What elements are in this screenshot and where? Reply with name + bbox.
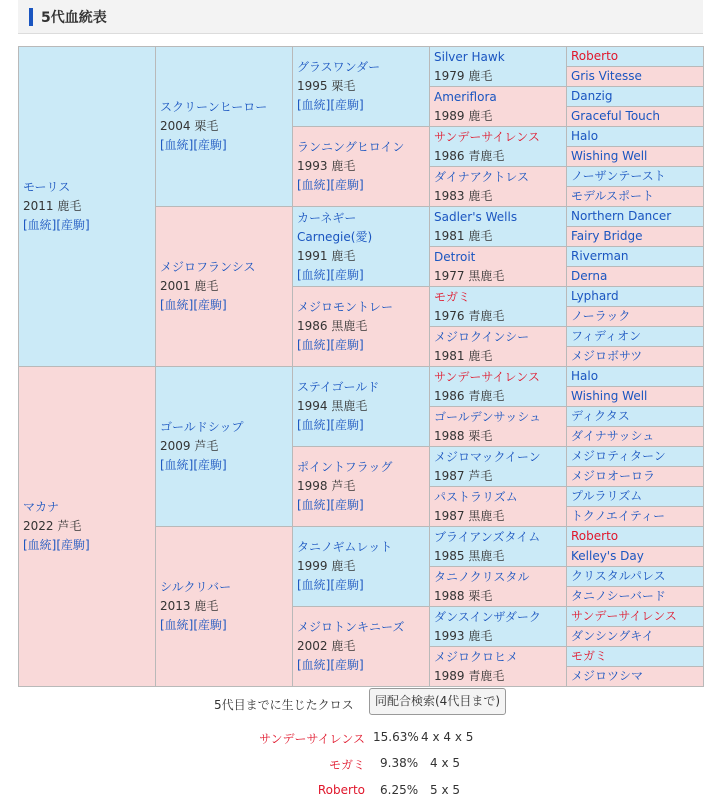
pedigree-ss: スクリーンヒーロー 2004 栗毛 [血統][産駒] — [156, 47, 293, 207]
bloodline-link[interactable]: [血統] — [297, 98, 331, 112]
pedigree-gen5 — [567, 367, 704, 387]
cross-horse-link[interactable]: Roberto — [317, 783, 365, 797]
pedigree-dssd: ゴールデンサッシュ 1988 栗毛 — [430, 407, 567, 447]
offspring-link[interactable]: [産駒] — [330, 498, 364, 512]
horse-name-link[interactable]: メジロモントレー — [297, 300, 394, 314]
horse-name-link[interactable]: ランニングヒロイン — [297, 140, 405, 154]
pedigree-gen5 — [567, 127, 704, 147]
horse-name-link[interactable]: Riverman — [571, 249, 629, 263]
horse-name-link[interactable]: メジロクインシー — [434, 329, 530, 344]
horse-name-link[interactable]: ブライアンズタイム — [434, 529, 541, 544]
horse-name-link[interactable]: Sadler's Wells — [434, 209, 518, 224]
offspring-link[interactable]: [産駒] — [193, 138, 227, 152]
offspring-link[interactable]: [産駒] — [193, 298, 227, 312]
pedigree-gen5 — [567, 567, 704, 587]
offspring-link[interactable]: [産駒] — [56, 218, 90, 232]
pedigree-gen5 — [567, 287, 704, 307]
pedigree-gen5 — [567, 47, 704, 67]
offspring-link[interactable]: [産駒] — [330, 178, 364, 192]
horse-name-link[interactable]: スクリーンヒーロー — [160, 100, 268, 114]
horse-name-link[interactable]: ポイントフラッグ — [297, 460, 393, 474]
horse-name-link[interactable]: シルクリバー — [160, 580, 232, 594]
pedigree-ssds: サンデーサイレンス 1986 青鹿毛 — [430, 127, 567, 167]
pedigree-dd: シルクリバー 2013 鹿毛 [血統][産駒] — [156, 527, 293, 687]
horse-name-link[interactable]: モデルスポート — [571, 189, 655, 203]
cross-percentage: 9.38% — [380, 756, 419, 770]
horse-name-link[interactable]: メジロクロヒメ — [434, 649, 519, 664]
pedigree-gen5 — [567, 627, 704, 647]
horse-name-link[interactable]: Wishing Well — [571, 149, 648, 163]
bloodline-link[interactable]: [血統] — [297, 498, 331, 512]
pedigree-gen5 — [567, 547, 704, 567]
pedigree-gen5 — [567, 207, 704, 227]
horse-name-link[interactable]: マカナ — [23, 500, 60, 514]
pedigree-sdss: Sadler's Wells 1981 鹿毛 — [430, 207, 567, 247]
horse-name-link[interactable]: ステイゴールド — [297, 380, 380, 394]
pedigree-sdsd: Detroit 1977 黒鹿毛 — [430, 247, 567, 287]
pedigree-gen5 — [567, 67, 704, 87]
pedigree-gen5 — [567, 267, 704, 287]
cross-row — [0, 756, 717, 774]
horse-name-link[interactable]: メジロマックイーン — [434, 449, 541, 464]
horse-name-link[interactable]: ダンスインザダーク — [434, 609, 541, 624]
header-accent-bar — [29, 8, 33, 26]
pedigree-gen5 — [567, 347, 704, 367]
pedigree-gen5 — [567, 387, 704, 407]
pedigree-sd: メジロフランシス 2001 鹿毛 [血統][産駒] — [156, 207, 293, 367]
pedigree-sssd: Ameriflora 1989 鹿毛 — [430, 87, 567, 127]
bloodline-link[interactable]: [血統] — [160, 618, 194, 632]
pedigree-gen5 — [567, 467, 704, 487]
pedigree-dss: ステイゴールド 1994 黒鹿毛 [血統][産駒] — [293, 367, 430, 447]
horse-name-link[interactable]: タニノクリスタル — [434, 569, 530, 584]
horse-name-link[interactable]: カーネギー — [297, 210, 357, 225]
bloodline-link[interactable]: [血統] — [160, 458, 194, 472]
horse-name-link[interactable]: タニノギムレット — [297, 540, 393, 554]
pedigree-ssd: ランニングヒロイン 1993 鹿毛 [血統][産駒] — [293, 127, 430, 207]
horse-name-link[interactable]: モーリス — [23, 180, 71, 194]
bloodline-link[interactable]: [血統] — [23, 538, 57, 552]
pedigree-sdds: モガミ 1976 青鹿毛 — [430, 287, 567, 327]
pedigree-gen5 — [567, 587, 704, 607]
bloodline-link[interactable]: [血統] — [297, 338, 331, 352]
horse-name-link[interactable]: ダイナサッシュ — [571, 429, 655, 443]
cross-percentage: 6.25% — [380, 783, 419, 797]
cross-horse-link[interactable]: サンデーサイレンス — [259, 732, 365, 746]
horse-name-link[interactable]: メジロティターン — [571, 449, 666, 463]
pedigree-sddd: メジロクインシー 1981 鹿毛 — [430, 327, 567, 367]
bloodline-link[interactable]: [血統] — [160, 138, 194, 152]
cross-generation: 5 x 5 — [430, 783, 460, 797]
bloodline-link[interactable]: [血統] — [297, 178, 331, 192]
horse-name-link[interactable]: Graceful Touch — [571, 109, 660, 123]
pedigree-gen5 — [567, 507, 704, 527]
bloodline-link[interactable]: [血統] — [297, 578, 331, 592]
horse-name-link[interactable]: Carnegie(愛) — [297, 229, 373, 244]
pedigree-dsds: メジロマックイーン 1987 芦毛 — [430, 447, 567, 487]
horse-name-link[interactable]: パストラリズム — [434, 489, 518, 504]
horse-name-link[interactable]: Gris Vitesse — [571, 69, 642, 83]
horse-name-link[interactable]: メジロオーロラ — [571, 469, 656, 483]
horse-name-link[interactable]: モガミ — [571, 649, 608, 663]
offspring-link[interactable]: [産駒] — [330, 418, 364, 432]
pedigree-ssdd: ダイナアクトレス 1983 鹿毛 — [430, 167, 567, 207]
cross-generation: 4 x 5 — [430, 756, 460, 770]
cross-horse-link[interactable]: モガミ — [328, 758, 365, 772]
pedigree-dds: タニノギムレット 1999 鹿毛 [血統][産駒] — [293, 527, 430, 607]
offspring-link[interactable]: [産駒] — [330, 338, 364, 352]
similar-breeding-search-button[interactable]: 同配合検索(4代目まで) — [369, 688, 506, 715]
horse-name-link[interactable]: サンデーサイレンス — [434, 369, 540, 384]
pedigree-sss: グラスワンダー 1995 栗毛 [血統][産駒] — [293, 47, 430, 127]
cross-percentage: 15.63% — [373, 730, 419, 744]
pedigree-dddd: メジロクロヒメ 1989 青鹿毛 — [430, 647, 567, 687]
pedigree-ds: ゴールドシップ 2009 芦毛 [血統][産駒] — [156, 367, 293, 527]
page-title: 5代血統表 — [41, 9, 107, 26]
cross-row — [0, 783, 717, 800]
pedigree-gen5 — [567, 307, 704, 327]
horse-name-link[interactable]: Northern Dancer — [571, 209, 672, 223]
horse-name-link[interactable]: ゴールドシップ — [160, 420, 244, 434]
horse-name-link[interactable]: ダンシングキイ — [571, 629, 654, 643]
horse-name-link[interactable]: ディクタス — [571, 409, 630, 423]
pedigree-gen5 — [567, 227, 704, 247]
offspring-link[interactable]: [産駒] — [330, 98, 364, 112]
horse-name-link[interactable]: メジロフランシス — [160, 260, 256, 274]
offspring-link[interactable]: [産駒] — [193, 458, 227, 472]
pedigree-gen5 — [567, 427, 704, 447]
offspring-link[interactable]: [産駒] — [193, 618, 227, 632]
pedigree-table — [18, 46, 704, 687]
cross-row — [0, 730, 717, 748]
pedigree-gen5 — [567, 647, 704, 667]
horse-name-link[interactable]: Kelley's Day — [571, 549, 644, 563]
horse-name-link[interactable]: Halo — [571, 369, 599, 383]
pedigree-ddss: ブライアンズタイム 1985 黒鹿毛 — [430, 527, 567, 567]
horse-name-link[interactable]: モガミ — [434, 289, 471, 304]
cross-generation: 4 x 4 x 5 — [421, 730, 474, 744]
horse-name-link[interactable]: Silver Hawk — [434, 49, 505, 64]
horse-name-link[interactable]: トクノエイティー — [571, 509, 665, 523]
pedigree-gen5 — [567, 667, 704, 687]
pedigree-gen5 — [567, 447, 704, 467]
pedigree-gen5 — [567, 527, 704, 547]
pedigree-gen5 — [567, 487, 704, 507]
pedigree-dsss: サンデーサイレンス 1986 青鹿毛 — [430, 367, 567, 407]
pedigree-dsd: ポイントフラッグ 1998 芦毛 [血統][産駒] — [293, 447, 430, 527]
horse-name-link[interactable]: Fairy Bridge — [571, 229, 643, 243]
pedigree-gen5 — [567, 407, 704, 427]
bloodline-link[interactable]: [血統] — [23, 218, 57, 232]
pedigree-sire: モーリス 2011 鹿毛 [血統][産駒] — [19, 47, 156, 367]
pedigree-ddd: メジロトンキニーズ 2002 鹿毛 [血統][産駒] — [293, 607, 430, 687]
pedigree-gen5 — [567, 187, 704, 207]
pedigree-sds: カーネギー Carnegie(愛) 1991 鹿毛 [血統][産駒] — [293, 207, 430, 287]
pedigree-gen5 — [567, 607, 704, 627]
horse-name-link[interactable]: メジロトンキニーズ — [297, 620, 405, 634]
pedigree-dam: マカナ 2022 芦毛 [血統][産駒] — [19, 367, 156, 687]
pedigree-dsdd: パストラリズム 1987 黒鹿毛 — [430, 487, 567, 527]
horse-name-link[interactable]: ダイナアクトレス — [434, 169, 530, 184]
horse-name-link[interactable]: Detroit — [434, 249, 476, 264]
horse-name-link[interactable]: Derna — [571, 269, 608, 283]
pedigree-gen5 — [567, 107, 704, 127]
horse-name-link[interactable]: グラスワンダー — [297, 60, 381, 74]
horse-name-link[interactable]: ノーラック — [571, 309, 631, 323]
horse-name-link[interactable]: Danzig — [571, 89, 613, 103]
offspring-link[interactable]: [産駒] — [56, 538, 90, 552]
horse-name-link[interactable]: Halo — [571, 129, 599, 143]
bloodline-link[interactable]: [血統] — [297, 418, 331, 432]
cross-title: 5代目までに生じたクロス — [214, 698, 354, 712]
horse-name-link[interactable]: プルラリズム — [571, 489, 643, 503]
offspring-link[interactable]: [産駒] — [330, 267, 364, 282]
horse-name-link[interactable]: サンデーサイレンス — [434, 129, 540, 144]
pedigree-gen5 — [567, 87, 704, 107]
horse-name-link[interactable]: Roberto — [571, 49, 619, 63]
bloodline-link[interactable]: [血統] — [297, 658, 331, 672]
horse-name-link[interactable]: Wishing Well — [571, 389, 648, 403]
horse-name-link[interactable]: サンデーサイレンス — [571, 609, 677, 623]
section-header — [18, 0, 703, 34]
horse-name-link[interactable]: ノーザンテースト — [571, 169, 666, 183]
horse-name-link[interactable]: Ameriflora — [434, 89, 497, 104]
pedigree-ssss: Silver Hawk 1979 鹿毛 — [430, 47, 567, 87]
horse-name-link[interactable]: クリスタルパレス — [571, 569, 666, 583]
horse-name-link[interactable]: Lyphard — [571, 289, 619, 303]
pedigree-sdd: メジロモントレー 1986 黒鹿毛 [血統][産駒] — [293, 287, 430, 367]
horse-name-link[interactable]: フィディオン — [571, 329, 642, 343]
bloodline-link[interactable]: [血統] — [297, 267, 331, 282]
pedigree-gen5 — [567, 327, 704, 347]
pedigree-ddds: ダンスインザダーク 1993 鹿毛 — [430, 607, 567, 647]
horse-name-link[interactable]: メジロツシマ — [571, 669, 644, 683]
pedigree-ddsd: タニノクリスタル 1988 栗毛 — [430, 567, 567, 607]
horse-name-link[interactable]: メジロボサツ — [571, 349, 643, 363]
offspring-link[interactable]: [産駒] — [330, 578, 364, 592]
horse-name-link[interactable]: Roberto — [571, 529, 619, 543]
horse-name-link[interactable]: ゴールデンサッシュ — [434, 409, 542, 424]
horse-name-link[interactable]: タニノシーバード — [571, 589, 666, 603]
bloodline-link[interactable]: [血統] — [160, 298, 194, 312]
pedigree-gen5 — [567, 247, 704, 267]
pedigree-gen5 — [567, 147, 704, 167]
offspring-link[interactable]: [産駒] — [330, 658, 364, 672]
pedigree-gen5 — [567, 167, 704, 187]
